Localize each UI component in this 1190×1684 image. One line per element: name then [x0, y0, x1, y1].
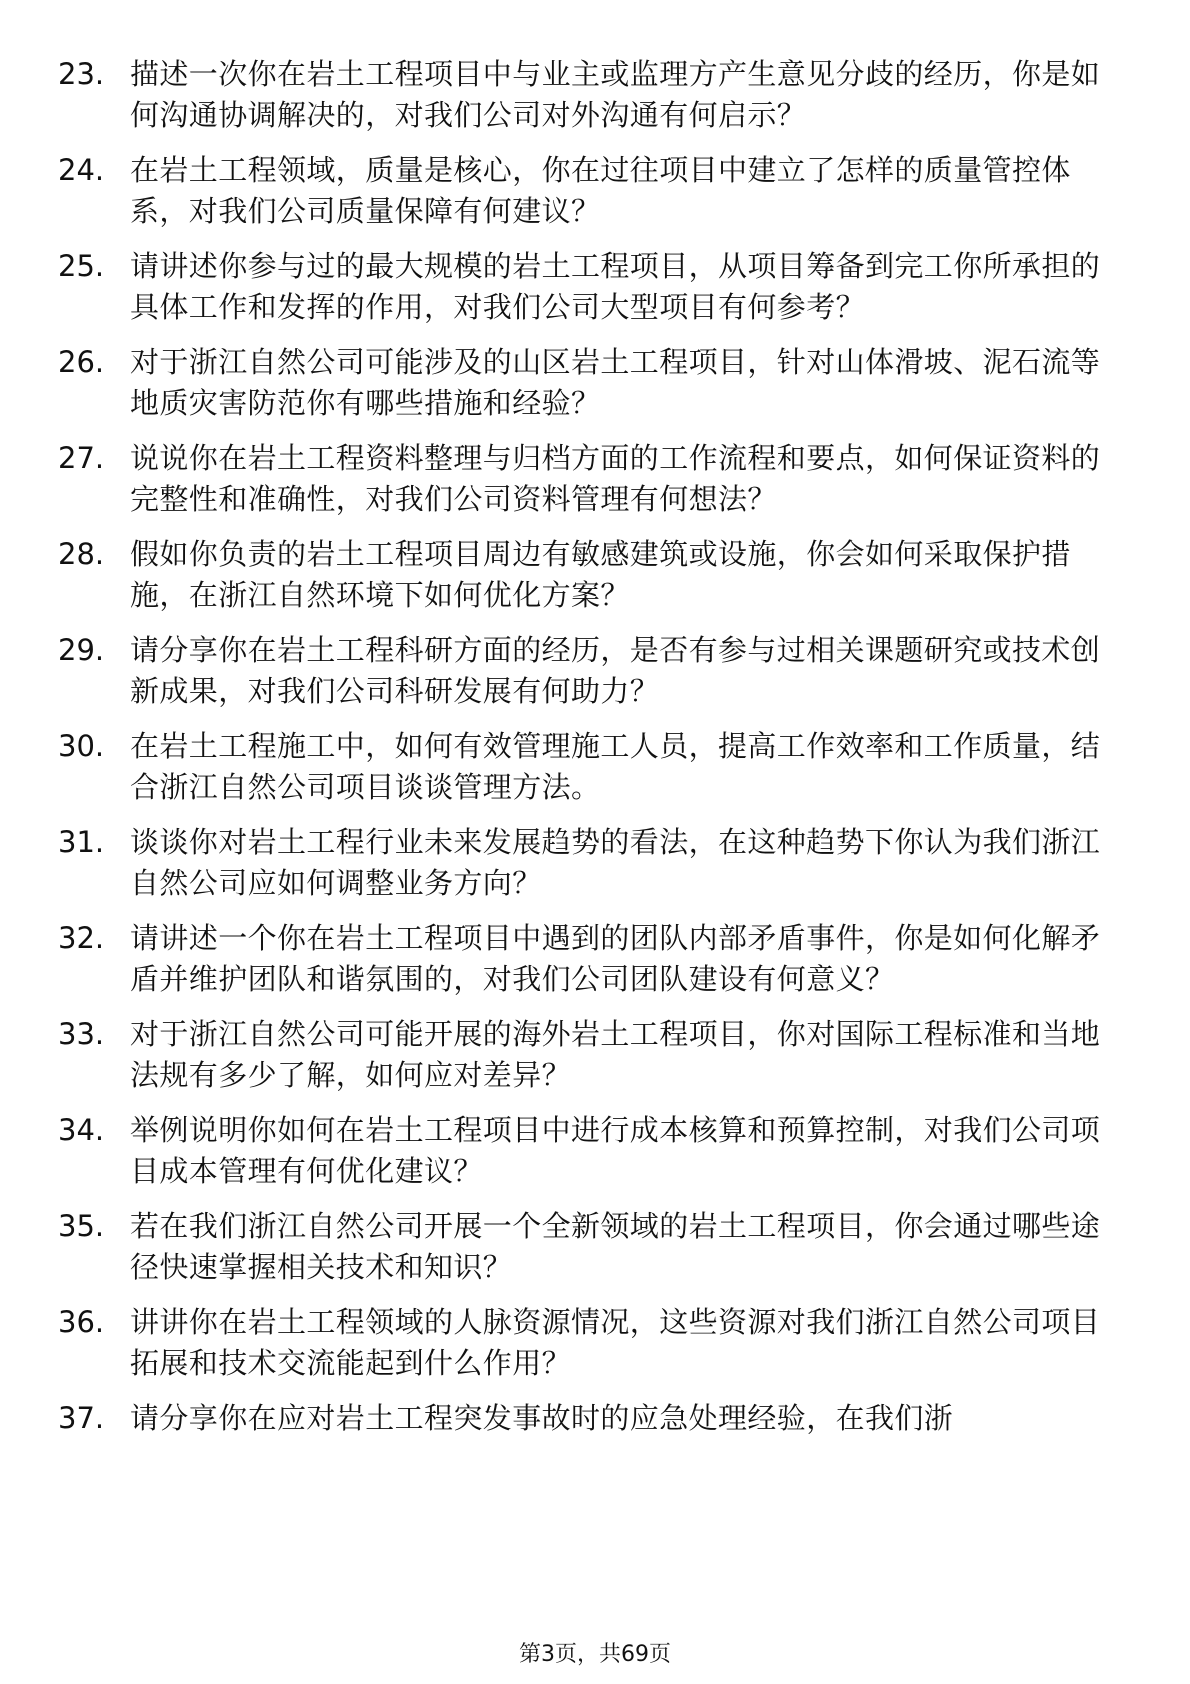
question-item: [58, 630, 1108, 712]
question-item: [58, 150, 1108, 232]
question-number: 36.: [58, 1305, 105, 1339]
question-number: 25.: [58, 249, 105, 283]
question-text: 描述一次你在岩土工程项目中与业主或监理方产生意见分歧的经历，你是如何沟通协调解决的，对我们公司对外沟通有何启示？: [130, 57, 1101, 132]
question-item: [58, 54, 1108, 136]
question-text: 在岩土工程施工中，如何有效管理施工人员，提高工作效率和工作质量，结合浙江自然公司项目谈谈管理方法。: [130, 729, 1101, 804]
question-text: 在岩土工程领域，质量是核心，你在过往项目中建立了怎样的质量管控体系，对我们公司质量保障有何建议？: [130, 153, 1071, 228]
question-number: 35.: [58, 1209, 105, 1243]
question-list: [58, 54, 1108, 1453]
question-number: 29.: [58, 633, 105, 667]
question-text: 举例说明你如何在岩土工程项目中进行成本核算和预算控制，对我们公司项目成本管理有何优化建议？: [130, 1113, 1101, 1188]
question-number: 31.: [58, 825, 105, 859]
question-item: [58, 342, 1108, 424]
page-footer: 第3页，共69页: [519, 1642, 671, 1667]
question-number: 32.: [58, 921, 105, 955]
question-number: 28.: [58, 537, 105, 571]
question-text: 对于浙江自然公司可能开展的海外岩土工程项目，你对国际工程标准和当地法规有多少了解，如何应对差异？: [130, 1017, 1101, 1092]
question-number: 34.: [58, 1113, 105, 1147]
question-item: [58, 726, 1108, 808]
question-text: 说说你在岩土工程资料整理与归档方面的工作流程和要点，如何保证资料的完整性和准确性，对我们公司资料管理有何想法？: [130, 441, 1101, 516]
question-item: [58, 822, 1108, 904]
question-item: [58, 246, 1108, 328]
question-item: [58, 918, 1108, 1000]
question-item: [58, 1014, 1108, 1096]
question-text: 请分享你在应对岩土工程突发事故时的应急处理经验，在我们浙: [130, 1401, 954, 1435]
question-text: 若在我们浙江自然公司开展一个全新领域的岩土工程项目，你会通过哪些途径快速掌握相关技术和知识？: [130, 1209, 1101, 1284]
question-text: 讲讲你在岩土工程领域的人脉资源情况，这些资源对我们浙江自然公司项目拓展和技术交流能起到什么作用？: [130, 1305, 1101, 1380]
question-text: 请讲述一个你在岩土工程项目中遇到的团队内部矛盾事件，你是如何化解矛盾并维护团队和谐氛围的，对我们公司团队建设有何意义？: [130, 921, 1101, 996]
question-number: 37.: [58, 1401, 105, 1435]
question-item: [58, 1302, 1108, 1384]
question-number: 30.: [58, 729, 105, 763]
question-number: 24.: [58, 153, 105, 187]
question-item: [58, 1398, 1108, 1439]
question-number: 33.: [58, 1017, 105, 1051]
question-item: [58, 1110, 1108, 1192]
question-item: [58, 438, 1108, 520]
question-item: [58, 534, 1108, 616]
question-text: 谈谈你对岩土工程行业未来发展趋势的看法，在这种趋势下你认为我们浙江自然公司应如何调整业务方向？: [130, 825, 1101, 900]
question-number: 26.: [58, 345, 105, 379]
question-text: 对于浙江自然公司可能涉及的山区岩土工程项目，针对山体滑坡、泥石流等地质灾害防范你有哪些措施和经验？: [130, 345, 1101, 420]
question-item: [58, 1206, 1108, 1288]
question-text: 请讲述你参与过的最大规模的岩土工程项目，从项目筹备到完工你所承担的具体工作和发挥的作用，对我们公司大型项目有何参考？: [130, 249, 1101, 324]
question-text: 请分享你在岩土工程科研方面的经历，是否有参与过相关课题研究或技术创新成果，对我们公司科研发展有何助力？: [130, 633, 1101, 708]
question-number: 23.: [58, 57, 105, 91]
question-text: 假如你负责的岩土工程项目周边有敏感建筑或设施，你会如何采取保护措施，在浙江自然环境下如何优化方案？: [130, 537, 1071, 612]
question-number: 27.: [58, 441, 105, 475]
